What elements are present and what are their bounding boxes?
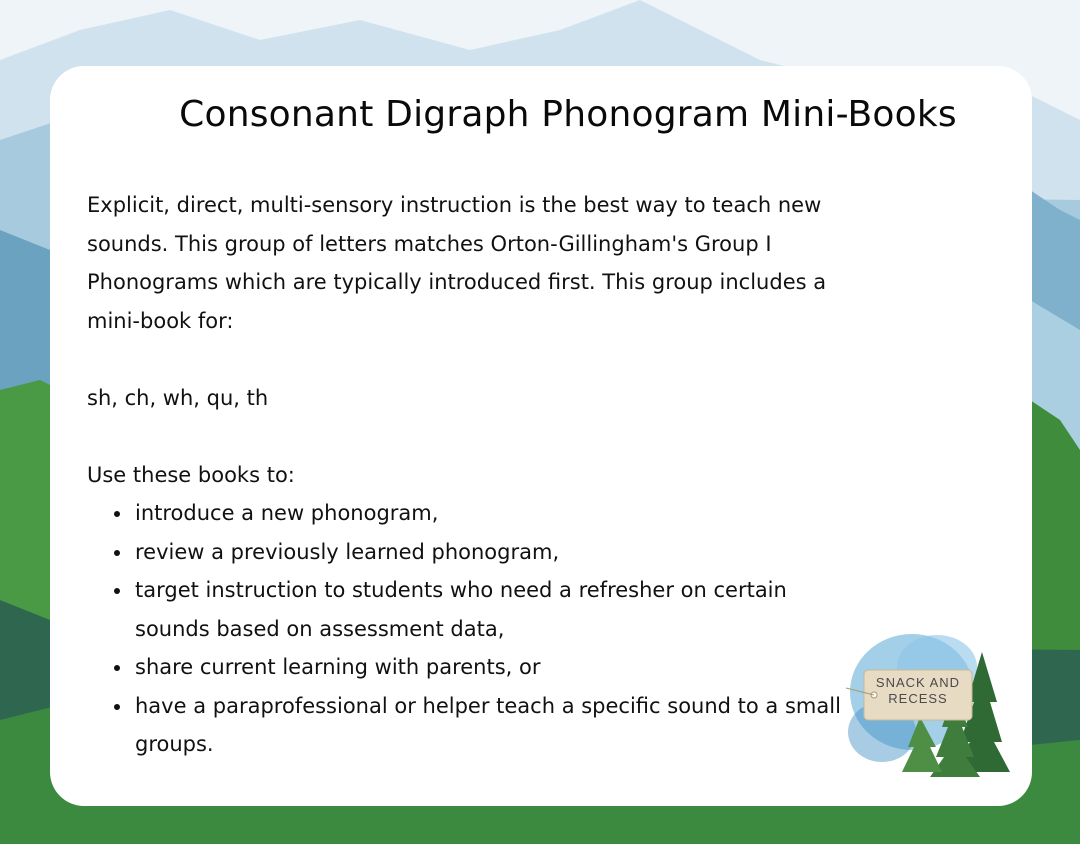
paragraph-spacer	[87, 417, 867, 456]
list-item: • share current learning with parents, or	[133, 648, 867, 687]
intro-line: Explicit, direct, multi-sensory instruction is the best way to teach new	[87, 193, 822, 217]
intro-line: mini-book for:	[87, 308, 234, 333]
page-title: Consonant Digraph Phonogram Mini-Books	[179, 94, 957, 135]
intro-line: Phonograms which are typically introduced first. This group includes a	[87, 270, 827, 294]
logo-text-line: RECESS	[888, 691, 948, 706]
list-item: • target instruction to students who need a refresher on certain sounds based on assessment data,	[133, 571, 867, 648]
intro-paragraph	[87, 186, 867, 340]
list-item: • introduce a new phonogram,	[133, 494, 867, 533]
description-body	[87, 186, 867, 764]
list-item: • have a paraprofessional or helper teach a specific sound to a small groups.	[133, 687, 867, 764]
phonogram-list: sh, ch, wh, qu, th	[87, 385, 269, 410]
logo-text	[866, 675, 970, 707]
uses-heading: Use these books to:	[87, 462, 295, 487]
paragraph-spacer	[87, 340, 867, 379]
uses-list	[87, 494, 867, 764]
logo-text-line: SNACK AND	[875, 675, 961, 690]
list-item: • review a previously learned phonogram,	[133, 533, 867, 572]
intro-line: sounds. This group of letters matches Orton-Gillingham's Group I	[87, 231, 772, 256]
